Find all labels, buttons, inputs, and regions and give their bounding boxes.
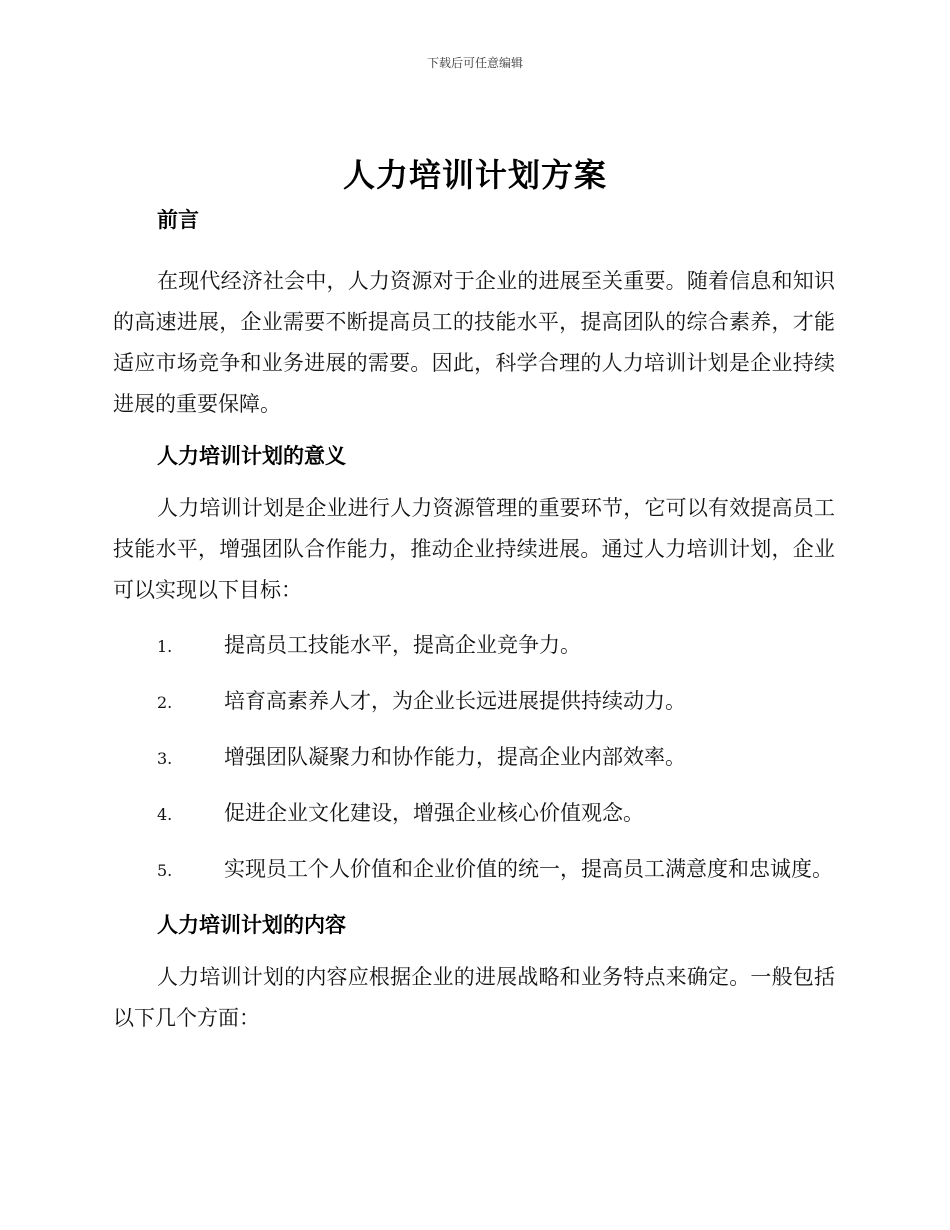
document-body <box>113 200 835 1039</box>
list-item <box>113 737 835 779</box>
list-item <box>113 793 835 835</box>
list-item <box>113 849 835 891</box>
document-title: 人力培训计划方案 <box>342 156 607 194</box>
significance-paragraph: 人力培训计划是企业进行人力资源管理的重要环节，它可以有效提高员工技能水平，增强团队合作能力，推动企业持续进展。通过人力培训计划，企业可以实现以下目标： <box>113 496 835 602</box>
list-item-number: 5. <box>157 861 173 880</box>
section-heading-preface: 前言 <box>157 208 199 232</box>
list-item-number: 2. <box>157 693 173 712</box>
list-item <box>113 681 835 723</box>
preface-paragraph: 在现代经济社会中，人力资源对于企业的进展至关重要。随着信息和知识的高速进展，企业需要不断提高员工的技能水平，提高团队的综合素养，才能适应市场竞争和业务进展的需要。因此，科学合理的人力培训计划是企业持续进展的重要保障。 <box>113 269 835 416</box>
goals-list <box>113 625 835 891</box>
content-paragraph: 人力培训计划的内容应根据企业的进展战略和业务特点来确定。一般包括以下几个方面： <box>113 965 835 1030</box>
list-item-text: 促进企业文化建设，增强企业核心价值观念。 <box>224 801 644 825</box>
section-heading-significance: 人力培训计划的意义 <box>157 444 346 468</box>
list-item-number: 3. <box>157 749 173 768</box>
list-item-text: 培育高素养人才，为企业长远进展提供持续动力。 <box>224 689 686 713</box>
list-item-text: 增强团队凝聚力和协作能力，提高企业内部效率。 <box>224 745 686 769</box>
header-note: 下载后可任意编辑 <box>426 56 523 70</box>
list-item <box>113 625 835 667</box>
list-item-text: 实现员工个人价值和企业价值的统一，提高员工满意度和忠诚度。 <box>224 857 833 881</box>
list-item-number: 4. <box>157 805 173 824</box>
list-item-text: 提高员工技能水平，提高企业竞争力。 <box>224 633 581 657</box>
list-item-number: 1. <box>157 637 173 656</box>
section-heading-content: 人力培训计划的内容 <box>157 913 346 937</box>
